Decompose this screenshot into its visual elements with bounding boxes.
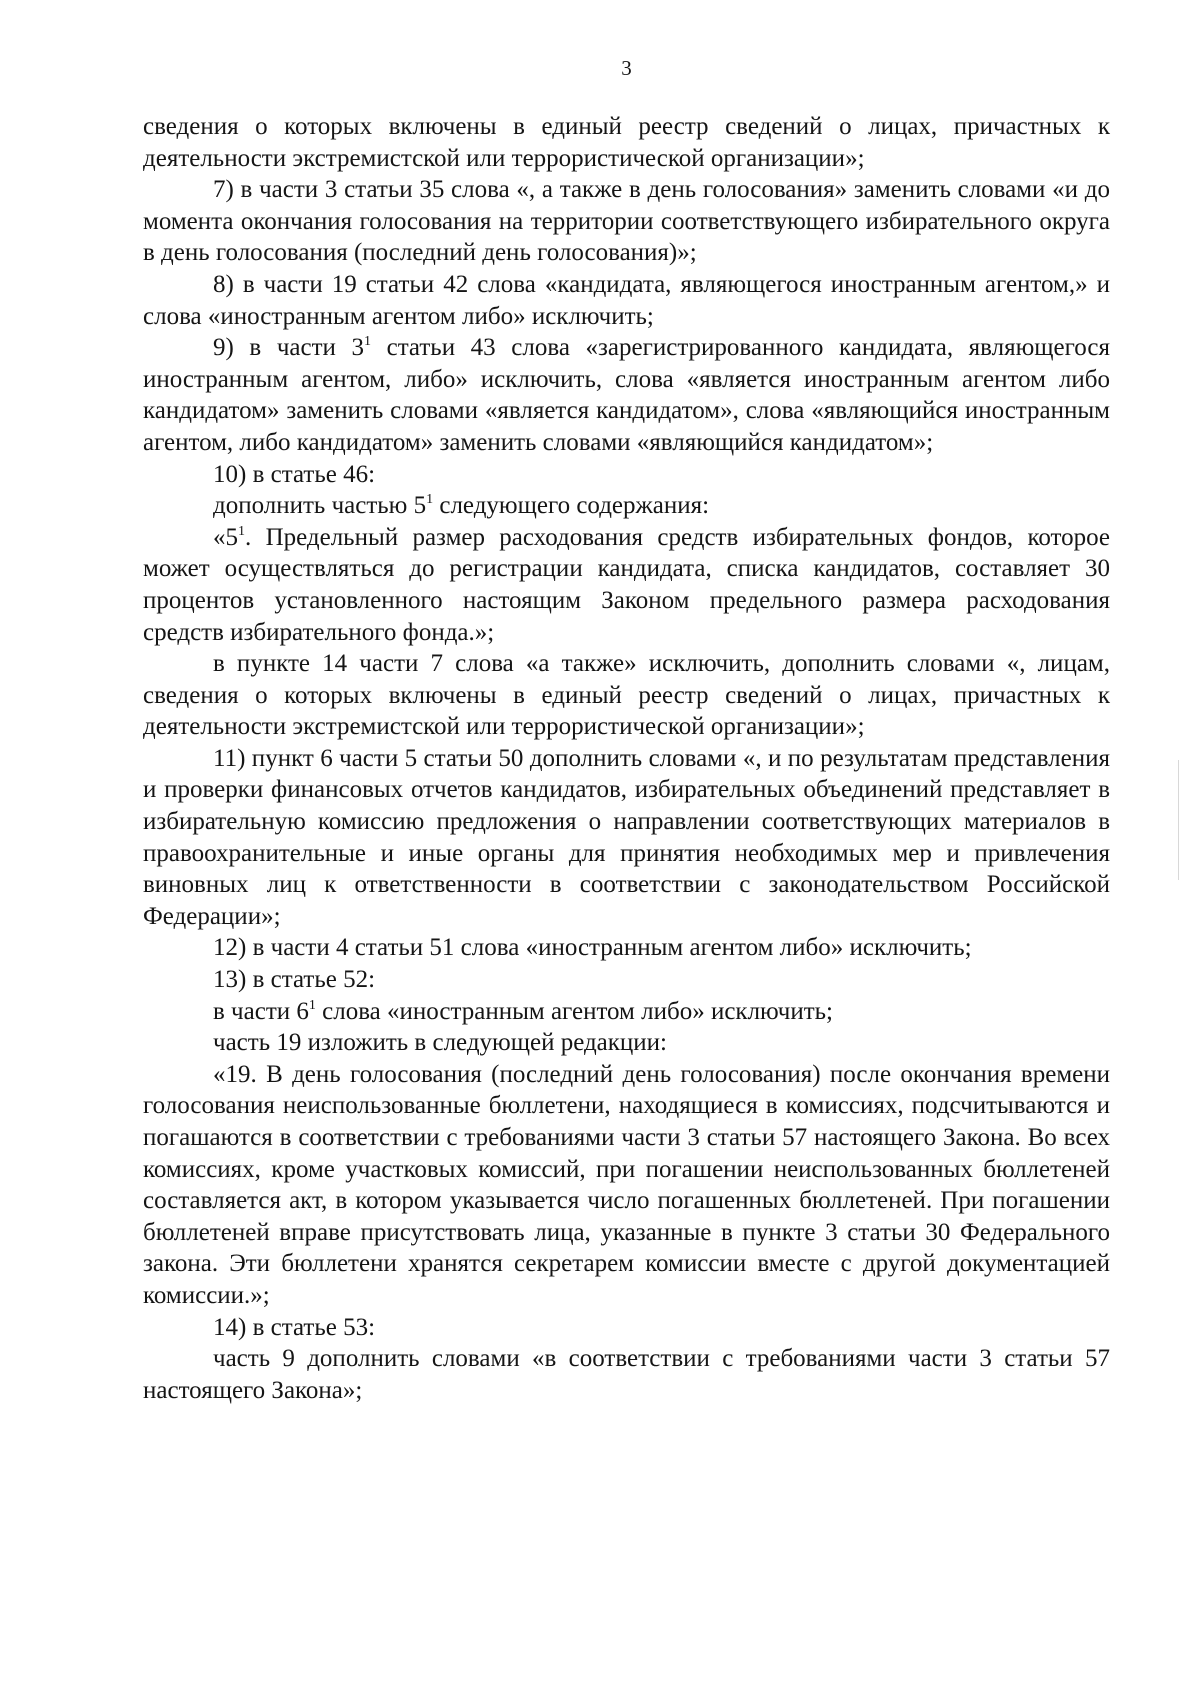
paragraph-text: слова «иностранным агентом либо» исключить; bbox=[315, 997, 834, 1025]
paragraph-text: 9) в части 3 bbox=[213, 334, 364, 362]
paragraph bbox=[143, 490, 1110, 522]
paragraph-text: 10) в статье 46: bbox=[213, 460, 376, 488]
paragraph bbox=[143, 522, 1110, 648]
paragraph-text: в пункте 14 части 7 слова «а также» исключить, дополнить словами «, лицам, сведения о которых включены в единый реестр сведений о лицах, причастных к деятельности экстремистской или террористической организации»; bbox=[143, 650, 1110, 741]
paragraph-text: «19. В день голосования (последний день голосования) после окончания времени голосования неиспользованные бюллетени, находящиеся в комиссиях, подсчитываются и погашаются в соответствии с требованиями части 3 статьи 57 настоящего Закона. Во всех комиссиях, кроме участковых комиссий, при погашении неиспользованных бюллетеней составляется акт, в котором указывается число погашенных бюллетеней. При погашении бюллетеней вправе присутствовать лица, указанные в пункте 3 статьи 30 Федерального закона. Эти бюллетени хранятся секретарем комиссии вместе с другой документацией комиссии.»; bbox=[143, 1060, 1110, 1309]
paragraph-text: «5 bbox=[213, 523, 238, 551]
paragraph bbox=[143, 1312, 1110, 1344]
paragraph bbox=[143, 1027, 1110, 1059]
paragraph bbox=[143, 648, 1110, 743]
scan-artifact-line bbox=[1178, 760, 1179, 880]
paragraph bbox=[143, 174, 1110, 269]
paragraph-text: 13) в статье 52: bbox=[213, 966, 376, 994]
paragraph-text: сведения о которых включены в единый реестр сведений о лицах, причастных к деятельности экстремистской или террористической организации»; bbox=[143, 113, 1110, 172]
document-body bbox=[143, 111, 1110, 1406]
paragraph-text: 7) в части 3 статьи 35 слова «, а также в день голосования» заменить словами «и до момента окончания голосования на территории соответствующего избирательного округа в день голосования (последний день голосования)»; bbox=[143, 176, 1110, 267]
paragraph-text: часть 19 изложить в следующей редакции: bbox=[213, 1029, 668, 1057]
paragraph-text: следующего содержания: bbox=[433, 492, 710, 520]
paragraph-text: 11) пункт 6 части 5 статьи 50 дополнить словами «, и по результатам представления и проверки финансовых отчетов кандидатов, избирательных объединений представляет в избирательную комиссию предложения о направлении соответствующих материалов в правоохранительные и иные органы для принятия необходимых мер и привлечения виновных лиц к ответственности в соответствии с законодательством Российской Федерации»; bbox=[143, 744, 1110, 930]
superscript-index: 1 bbox=[308, 997, 316, 1013]
page-number: 3 bbox=[621, 56, 632, 80]
paragraph bbox=[143, 111, 1110, 174]
paragraph bbox=[143, 1343, 1110, 1406]
paragraph-text: 14) в статье 53: bbox=[213, 1313, 376, 1341]
paragraph-text: 8) в части 19 статьи 42 слова «кандидата, являющегося иностранным агентом,» и слова «иностранным агентом либо» исключить; bbox=[143, 270, 1110, 330]
paragraph bbox=[143, 996, 1110, 1028]
superscript-index: 1 bbox=[364, 334, 371, 350]
paragraph-text: статьи 43 слова «зарегистрированного кандидата, являющегося иностранным агентом, либо» исключить, слова «является иностранным агентом либо кандидатом» заменить словами «является кандидатом», слова «являющийся иностранным агентом, либо кандидатом» заменить словами «являющийся кандидатом»; bbox=[143, 334, 1110, 456]
paragraph-text: часть 9 дополнить словами «в соответствии с требованиями части 3 статьи 57 настоящего Закона»; bbox=[143, 1345, 1110, 1404]
paragraph-text: в части 6 bbox=[213, 997, 309, 1025]
paragraph bbox=[143, 459, 1110, 491]
paragraph-text: дополнить частью 5 bbox=[213, 492, 427, 520]
paragraph bbox=[143, 332, 1110, 458]
superscript-index: 1 bbox=[426, 492, 434, 508]
paragraph bbox=[143, 964, 1110, 996]
paragraph bbox=[143, 1059, 1110, 1312]
paragraph bbox=[143, 932, 1110, 964]
paragraph bbox=[143, 743, 1110, 933]
superscript-index: 1 bbox=[238, 523, 245, 539]
paragraph bbox=[143, 269, 1110, 332]
paragraph-text: 12) в части 4 статьи 51 слова «иностранным агентом либо» исключить; bbox=[213, 934, 972, 962]
paragraph-text: . Предельный размер расходования средств избирательных фондов, которое может осуществляться до регистрации кандидата, списка кандидатов, составляет 30 процентов установленного настоящим Законом предельного размера расходования средств избирательного фонда.»; bbox=[143, 523, 1110, 646]
